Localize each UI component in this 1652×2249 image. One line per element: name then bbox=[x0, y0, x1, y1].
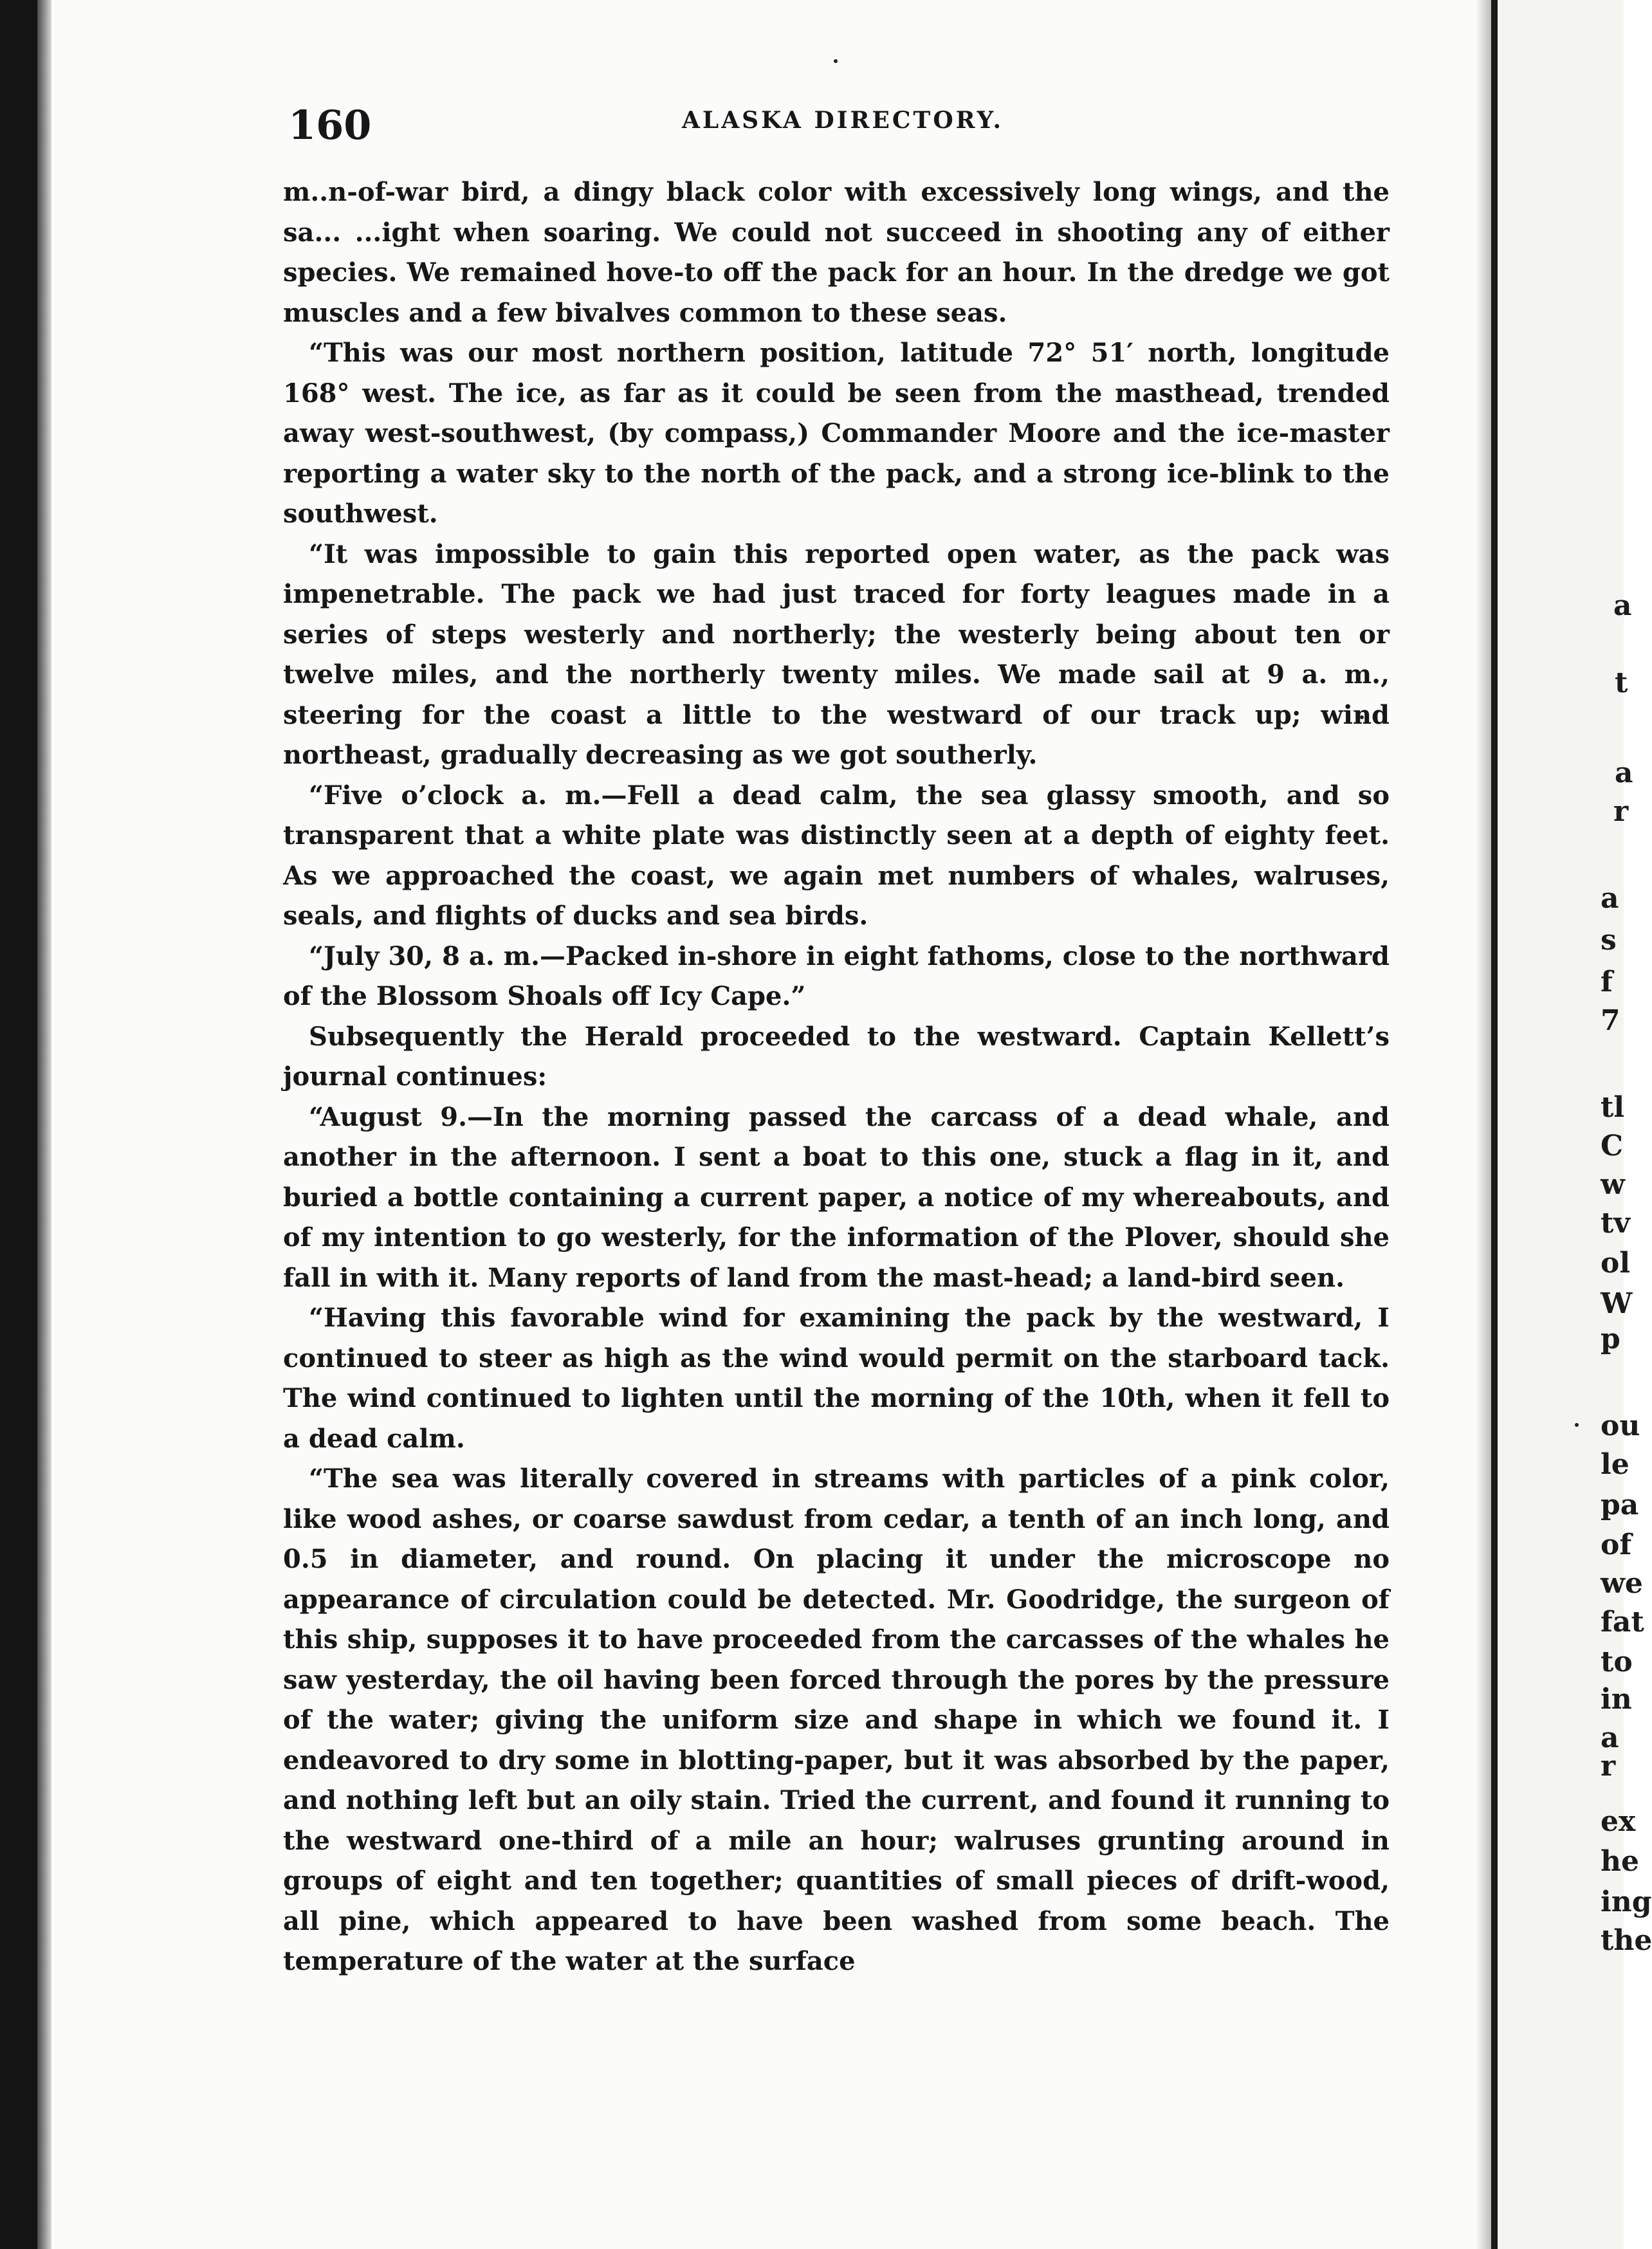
facing-fragment: ol bbox=[1601, 1247, 1631, 1280]
facing-fragment: tv bbox=[1601, 1207, 1630, 1240]
paragraph: “July 30, 8 a. m.—Packed in-shore in eight fathoms, close to the northward of the Blossom Shoals off Icy Cape.” bbox=[283, 941, 1390, 1011]
facing-fragment: W bbox=[1601, 1287, 1633, 1320]
book-page bbox=[283, 90, 1390, 1982]
facing-fragment: of bbox=[1601, 1528, 1632, 1561]
facing-fragment: ou bbox=[1601, 1409, 1640, 1442]
facing-fragment: fat bbox=[1601, 1606, 1644, 1639]
paragraph: “This was our most northern position, latitude 72° 51′ north, longitude 168° west. The ice, as far as it could be seen from the masthead, trended away west-southwest, (by compass,) Commander Moore and the ice-master reporting a water sky to the north of the pack, and a strong ice-blink to the southwest. bbox=[283, 338, 1390, 529]
facing-fragment: r bbox=[1613, 795, 1629, 828]
facing-fragment: in bbox=[1601, 1683, 1632, 1716]
paragraph: “The sea was literally covered in streams with particles of a pink color, like wood ashes, or coarse sawdust from cedar, a tenth of an inch long, and 0.5 in diameter, and round. On placing it under the microscope no appearance of circulation could be detected. Mr. Goodridge, the surgeon of this ship, supposes it to have proceeded from the carcasses of the whales he saw yesterday, the oil having been forced through the pores by the pressure of the water; giving the uniform size and shape in which we found it. I endeavored to dry some in blotting-paper, but it was absorbed by the paper, and nothing left but an oily stain. Tried the current, and found it running to the westward one-third of a mile an hour; walruses grunting around in groups of eight and ten together; quantities of small pieces of drift-wood, all pine, which appeared to have been washed from some beach. The temperature of the water at the surface bbox=[283, 1464, 1390, 1976]
facing-fragment: w bbox=[1601, 1168, 1625, 1201]
facing-fragment: tl bbox=[1601, 1091, 1625, 1124]
facing-fragment: he bbox=[1601, 1845, 1639, 1878]
page-header bbox=[283, 90, 1390, 154]
facing-fragment: p bbox=[1601, 1323, 1620, 1355]
print-speck bbox=[1575, 1423, 1579, 1427]
page-number: 160 bbox=[288, 102, 372, 149]
facing-fragment: C bbox=[1601, 1130, 1624, 1162]
facing-fragment: pa bbox=[1601, 1489, 1639, 1521]
facing-fragment: f bbox=[1601, 966, 1613, 998]
gutter-shadow bbox=[1476, 0, 1491, 2249]
facing-fragment: a r bbox=[1601, 1721, 1619, 1783]
facing-fragment: a bbox=[1601, 882, 1619, 915]
paragraph: “August 9.—In the morning passed the carcass of a dead whale, and another in the afternoon. I sent a boat to this one, stuck a flag in it, and buried a bottle containing a current paper, a notice of my whereabouts, and of my intention to go westerly, for the information of the Plover, should she fall in with it. Many reports of land from the mast-head; a land-bird seen. bbox=[283, 1101, 1390, 1293]
facing-fragment: le bbox=[1601, 1448, 1629, 1481]
running-title: ALASKA DIRECTORY. bbox=[682, 107, 1004, 134]
facing-fragment: t bbox=[1615, 666, 1628, 699]
book-gutter bbox=[1491, 0, 1498, 2249]
binding-shadow-left bbox=[37, 0, 51, 2249]
paragraph: m..n-of-war bird, a dingy black color with excessively long wings, and the sa... ...ight when soaring. We could not succeed in shooting any of either species. We remained hove-to off the pack for an hour. In the dredge we got muscles and a few bivalves common to these seas. bbox=[283, 177, 1390, 328]
paragraph: “It was impossible to gain this reported open water, as the pack was impenetrable. The pack we had just traced for forty leagues made in a series of steps westerly and northerly; the westerly being about ten or twelve miles, and the northerly twenty miles. We made sail at 9 a. m., steering for the coast a little to the westward of our track up; wind northeast, gradually decreasing as we got southerly. bbox=[283, 538, 1390, 770]
paragraph: “Five o’clock a. m.—Fell a dead calm, the sea glassy smooth, and so transparent that a white plate was distinctly seen at a depth of eighty feet. As we approached the coast, we again met numbers of whales, walruses, seals, and flights of ducks and sea birds. bbox=[283, 780, 1390, 931]
facing-fragment: ing bbox=[1601, 1886, 1652, 1918]
paragraph: “Having this favorable wind for examining the pack by the westward, I continued to steer as high as the wind would permit on the starboard tack. The wind continued to lighten until the morning of the 10th, when it fell to a dead calm. bbox=[283, 1303, 1390, 1454]
facing-fragment: a bbox=[1615, 757, 1633, 789]
body-text bbox=[283, 172, 1390, 1982]
binding-edge-left bbox=[0, 0, 37, 2249]
facing-page-edge bbox=[1498, 0, 1652, 2249]
facing-fragment: s bbox=[1601, 924, 1617, 957]
facing-fragment: a bbox=[1613, 589, 1632, 622]
print-speck bbox=[834, 59, 838, 63]
facing-fragment: the bbox=[1601, 1924, 1652, 1957]
facing-fragment: to bbox=[1601, 1646, 1633, 1678]
facing-fragment: we bbox=[1601, 1567, 1643, 1600]
facing-fragment: 7 bbox=[1601, 1004, 1620, 1037]
paragraph: Subsequently the Herald proceeded to the westward. Captain Kellett’s journal continues: bbox=[283, 1021, 1390, 1092]
facing-fragment: ex bbox=[1601, 1805, 1636, 1838]
